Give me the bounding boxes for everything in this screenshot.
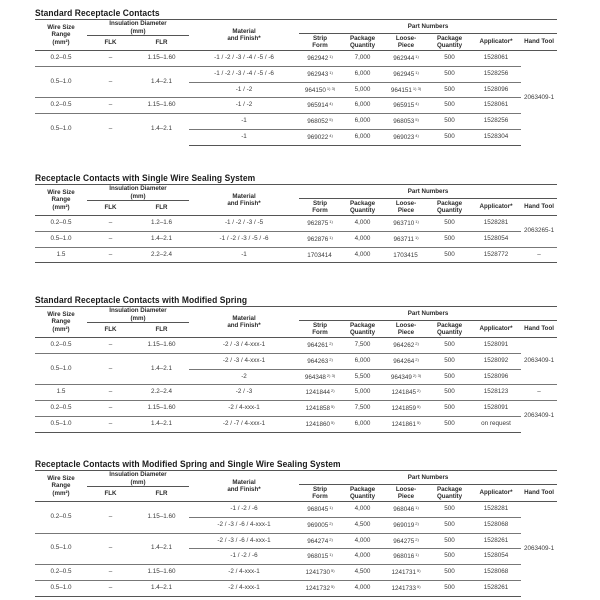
contacts-table — [35, 306, 557, 433]
hand-tool-header: Hand Tool — [521, 321, 557, 338]
table-row: 0.2–0.5 – 1.2–1.6 -1 / -2 / -3 / -5 962875$^{1)}$ 4,000 963710$^{1)}$ 500 1528281 2063265-1 — [35, 216, 557, 232]
table-row: 0.5–1.0 – 1.4–2.1 -2 / -3 / 4-xxx-1 964263$^{2)}$ 6,000 964264$^{2)}$ 500 1528092 — [35, 353, 557, 369]
table-row: 0.2–0.5 – 1.15–1.60 -1 / -2 965914$^{4)}$ 6,000 965915$^{4)}$ 500 1528061 — [35, 98, 557, 114]
package-quantity-header: Package Quantity — [428, 199, 471, 216]
flk-header: FLK — [87, 487, 134, 502]
table-modified-spring — [35, 295, 557, 433]
package-quantity-header: Package Quantity — [341, 199, 384, 216]
part-numbers-header: Part Numbers — [299, 307, 557, 321]
table-row: 0.2–0.5 – 1.15–1.60 -2 / 4-xxx-1 1241858$^{5)}$ 7,500 1241859$^{5)}$ 500 1528091 2063409-1 — [35, 401, 557, 417]
table-row: 0.5–1.0 – 1.4–2.1 -2 / 4-xxx-1 1241732$^{5)}$ 4,000 1241733$^{5)}$ 500 1528261 — [35, 580, 557, 596]
wire-size-header: Wire Size Range (mm²) — [35, 185, 87, 216]
table-row: -1 / -2 $964150^{1) 3)}$ 5,000 $964151^{1) 3)}$ 500 1528096 — [35, 82, 557, 98]
table-single-wire-sealing — [35, 173, 557, 263]
table-standard-receptacle-contacts — [35, 8, 557, 146]
loose-piece-header: Loose- Piece — [384, 199, 428, 216]
hand-tool-cell: 2063409-1 — [521, 338, 557, 385]
flr-header: FLR — [134, 36, 189, 51]
material-header: Material and Finish* — [189, 20, 299, 51]
contacts-table — [35, 470, 557, 597]
strip-form-header: Strip Form — [299, 199, 341, 216]
table-row: 0.2–0.5 – 1.15–1.60 -1 / -2 / -6 968045$^{1)}$ 4,000 968046$^{1)}$ 500 1528281 2063409-1 — [35, 502, 557, 518]
strip-form-header: Strip Form — [299, 321, 341, 338]
table-row: 1.5 – 2.2–2.4 -1 1703414 4,000 1703415 500 1528772 – — [35, 247, 557, 263]
package-quantity-header: Package Quantity — [341, 34, 384, 51]
hand-tool-cell: 2063409-1 — [523, 93, 555, 101]
part-numbers-header: Part Numbers — [299, 185, 557, 199]
section-title: Receptacle Contacts with Modified Spring and Single Wire Sealing System — [35, 459, 341, 469]
table-row: 0.5–1.0 – 1.4–2.1 -1 / -2 / -3 / -5 / -6 962876$^{1)}$ 4,000 963711$^{1)}$ 500 1528054 — [35, 231, 557, 247]
insulation-diameter-header: Insulation Diameter (mm) — [87, 185, 189, 201]
contacts-table — [35, 19, 557, 146]
wire-size-header: Wire Size Range (mm²) — [35, 307, 87, 338]
part-numbers-header: Part Numbers — [299, 471, 557, 485]
part-numbers-header: Part Numbers — [299, 20, 557, 34]
contacts-table — [35, 184, 557, 263]
table-row: 0.2–0.5 – 1.15–1.60 -1 / -2 / -3 / -4 / -5 / -6 962942$^{1)}$ 7,000 962944$^{1)}$ 500 1528061 2063409-1 — [35, 51, 557, 67]
table-row: 0.2–0.5 – 1.15–1.60 -2 / 4-xxx-1 1241730$^{5)}$ 4,500 1241731$^{5)}$ 500 1528068 — [35, 565, 557, 581]
applicator-header: Applicator* — [471, 321, 521, 338]
hand-tool-cell: – — [521, 385, 557, 401]
table-row: -2 / -3 / -6 / 4-xxx-1 969005$^{2)}$ 4,500 969019$^{2)}$ 500 1528068 — [35, 517, 557, 533]
hand-tool-cell: 2063409-1 — [523, 412, 555, 420]
table-row: 0.5–1.0 – 1.4–2.1 -2 / -7 / 4-xxx-1 1241860$^{5)}$ 6,000 1241861$^{5)}$ 500 on request — [35, 416, 557, 432]
table-row: 1.5 – 2.2–2.4 -2 / -3 1241844$^{2)}$ 5,000 1241845$^{2)}$ 500 1528123 – — [35, 385, 557, 401]
flk-header: FLK — [87, 36, 134, 51]
table-row: -1 / -2 / -6 968015$^{1)}$ 4,000 968016$^{1)}$ 500 1528054 — [35, 549, 557, 565]
loose-piece-header: Loose- Piece — [384, 34, 428, 51]
table-row: -2 $964348^{2) 3)}$ 5,500 $964349^{2) 3)}$ 500 1528096 — [35, 369, 557, 385]
loose-piece-header: Loose- Piece — [384, 321, 428, 338]
material-header: Material and Finish* — [189, 307, 299, 338]
insulation-diameter-header: Insulation Diameter (mm) — [87, 471, 189, 487]
wire-size-header: Wire Size Range (mm²) — [35, 20, 87, 51]
table-row: -1 969022$^{4)}$ 6,000 969023$^{4)}$ 500 1528304 — [35, 129, 557, 145]
insulation-diameter-header: Insulation Diameter (mm) — [87, 307, 189, 323]
section-title: Standard Receptacle Contacts with Modified Spring — [35, 295, 248, 305]
strip-form-header: Strip Form — [299, 34, 341, 51]
table-row: 0.5–1.0 – 1.4–2.1 -2 / -3 / -6 / 4-xxx-1 964274$^{2)}$ 4,000 964275$^{2)}$ 500 1528261 — [35, 533, 557, 549]
flr-header: FLR — [134, 487, 189, 502]
insulation-diameter-header: Insulation Diameter (mm) — [87, 20, 189, 36]
hand-tool-cell: 2063265-1 — [521, 216, 557, 248]
section-title: Receptacle Contacts with Single Wire Sealing System — [35, 173, 256, 183]
flk-header: FLK — [87, 323, 134, 338]
package-quantity-header: Package Quantity — [428, 485, 471, 502]
flr-header: FLR — [134, 323, 189, 338]
material-header: Material and Finish* — [189, 185, 299, 216]
table-row: 0.5–1.0 – 1.4–2.1 -1 968052$^{5)}$ 6,000 968053$^{5)}$ 500 1528256 — [35, 114, 557, 130]
hand-tool-header: Hand Tool — [521, 199, 557, 216]
applicator-header: Applicator* — [471, 485, 521, 502]
wire-size-header: Wire Size Range (mm²) — [35, 471, 87, 502]
hand-tool-cell: – — [521, 247, 557, 263]
hand-tool-cell: 2063409-1 — [523, 544, 555, 552]
applicator-header: Applicator* — [471, 199, 521, 216]
section-title: Standard Receptacle Contacts — [35, 8, 160, 18]
package-quantity-header: Package Quantity — [341, 321, 384, 338]
hand-tool-header: Hand Tool — [521, 485, 557, 502]
table-row: 0.2–0.5 – 1.15–1.60 -2 / -3 / 4-xxx-1 964261$^{2)}$ 7,500 964262$^{2)}$ 500 1528091 2063409-1 — [35, 338, 557, 354]
loose-piece-header: Loose- Piece — [384, 485, 428, 502]
package-quantity-header: Package Quantity — [341, 485, 384, 502]
hand-tool-header: Hand Tool — [521, 34, 557, 51]
package-quantity-header: Package Quantity — [428, 321, 471, 338]
applicator-header: Applicator* — [471, 34, 521, 51]
flk-header: FLK — [87, 201, 134, 216]
package-quantity-header: Package Quantity — [428, 34, 471, 51]
material-header: Material and Finish* — [189, 471, 299, 502]
table-row: 0.5–1.0 – 1.4–2.1 -1 / -2 / -3 / -4 / -5 / -6 962943$^{1)}$ 6,000 962945$^{1)}$ 500 1528256 — [35, 66, 557, 82]
table-modified-spring-single-wire-sealing — [35, 459, 557, 597]
flr-header: FLR — [134, 201, 189, 216]
strip-form-header: Strip Form — [299, 485, 341, 502]
